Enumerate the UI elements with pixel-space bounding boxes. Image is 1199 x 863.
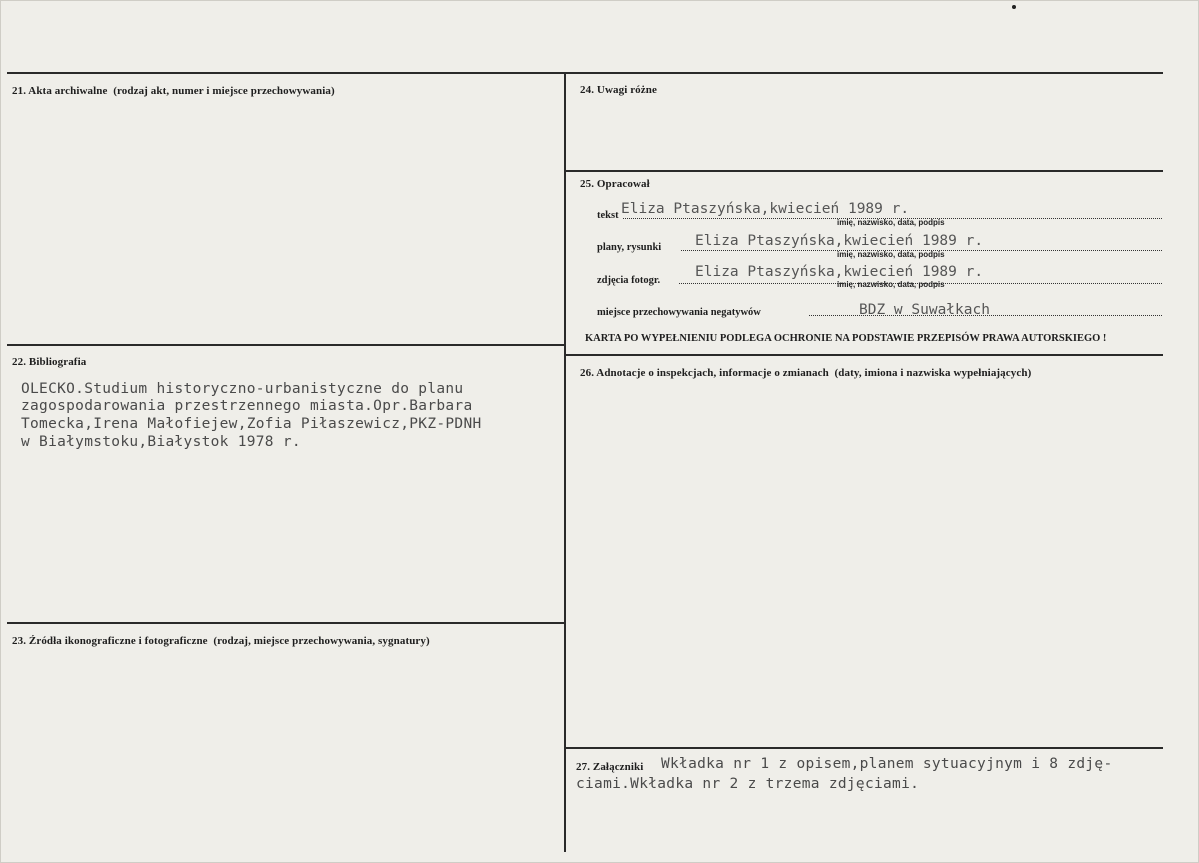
field-tekst-hint: imię, nazwisko, data, podpis <box>837 218 945 227</box>
field-plany-hint: imię, nazwisko, data, podpis <box>837 250 945 259</box>
field-plany <box>597 231 1162 259</box>
rule-21-22 <box>7 344 565 346</box>
field-tekst-label: tekst <box>597 210 619 221</box>
rule-22-23 <box>7 622 565 624</box>
section-23-label: 23. Źródła ikonograficzne i fotograficzne <box>12 635 208 647</box>
field-tekst <box>597 199 1162 227</box>
section-25-label: 25. Opracował <box>580 178 650 190</box>
bibliography-line-1: OLECKO.Studium historyczno-urbanistyczne do planu <box>21 381 464 397</box>
section-26-sublabel: (daty, imiona i nazwiska wypełniających) <box>834 367 1032 379</box>
field-zdjecia-label: zdjęcia fotogr. <box>597 275 661 286</box>
field-zdjecia-value: Eliza Ptaszyńska,kwiecień 1989 r. <box>695 264 984 280</box>
bibliography-line-4: w Białymstoku,Białystok 1978 r. <box>21 434 301 450</box>
field-negatywy-value: BDZ w Suwałkach <box>859 302 990 318</box>
field-negatywy-label: miejsce przechowywania negatywów <box>597 307 761 318</box>
section-24-label: 24. Uwagi różne <box>580 84 657 96</box>
field-zdjecia <box>597 264 1162 289</box>
section-21-sublabel: (rodzaj akt, numer i miejsce przechowywania) <box>113 85 335 97</box>
field-zdjecia-hint: imię, nazwisko, data, podpis <box>837 280 945 289</box>
section-26-label: 26. Adnotacje o inspekcjach, informacje o zmianach <box>580 367 829 379</box>
field-negatywy <box>597 296 1162 318</box>
section-27-label: 27. Załączniki <box>576 761 644 773</box>
field-plany-value: Eliza Ptaszyńska,kwiecień 1989 r. <box>695 233 984 249</box>
rule-25-26 <box>565 354 1163 356</box>
section-23-heading <box>12 635 430 647</box>
copyright-notice: KARTA PO WYPEŁNIENIU PODLEGA OCHRONIE NA PODSTAWIE PRZEPISÓW PRAWA AUTORSKIEGO ! <box>585 333 1107 344</box>
rule-26-27 <box>565 747 1163 749</box>
attachments-line-2: ciami.Wkładka nr 2 z trzema zdjęciami. <box>576 776 920 792</box>
field-tekst-value: Eliza Ptaszyńska,kwiecień 1989 r. <box>621 201 910 217</box>
field-plany-label: plany, rysunki <box>597 242 662 253</box>
section-23-sublabel: (rodzaj, miejsce przechowywania, sygnatury) <box>213 635 430 647</box>
section-26-heading <box>580 367 1031 379</box>
rule-24-25 <box>565 170 1163 172</box>
ink-dot <box>1012 5 1016 9</box>
center-divider <box>564 72 566 852</box>
top-rule <box>7 72 1163 74</box>
section-22-label: 22. Bibliografia <box>12 356 87 368</box>
section-21-label: 21. Akta archiwalne <box>12 85 108 97</box>
bibliography-line-3: Tomecka,Irena Małofiejew,Zofia Piłaszewicz,PKZ-PDNH <box>21 416 482 432</box>
bibliography-line-2: zagospodarowania przestrzennego miasta.Opr.Barbara <box>21 398 473 414</box>
section-21-heading <box>12 85 335 97</box>
attachments-line-1: Wkładka nr 1 z opisem,planem sytuacyjnym i 8 zdję- <box>661 756 1113 772</box>
